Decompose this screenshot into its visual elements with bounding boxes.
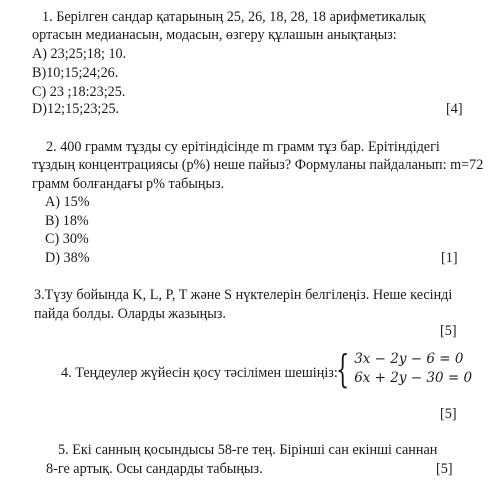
equation-list [354,350,472,388]
q1-line-2: ортасын медианасын, модасын, өзгеру құлашын анықтаңыз: [32,27,397,43]
q2-option-a: A) 15% [45,194,90,210]
q5-score: [5] [436,461,453,477]
q3-line-2: пайда болды. Оларды жазыңыз. [34,306,226,322]
q4-score: [5] [440,406,457,422]
q4-text: 4. Теңдеулер жүйесін қосу тәсілімен шешіңіз: [61,365,338,381]
q3-line-1: 3.Түзу бойында K, L, P, T және S нүктелерін белгілеңіз. Неше кесінді [34,287,453,303]
q3-score: [5] [440,323,457,339]
q2-option-d: D) 38% [45,250,90,266]
equation-2: 6x + 2y − 30 = 0 [354,370,473,386]
q2-line-3: грамм болғандағы p% табыңыз. [32,176,225,192]
q5-line-2: 8-ге артық. Осы сандарды табыңыз. [46,461,263,477]
equation-1: 3x − 2y − 6 = 0 [354,351,464,367]
q1-score: [4] [446,101,463,117]
q2-line-2: тұздың концентрациясы (p%) неше пайыз? Формуланы пайдаланып: m=72 [32,157,484,173]
q1-option-b: B)10;15;24;26. [32,65,119,81]
q1-line-1: 1. Берілген сандар қатарының 25, 26, 18, 28, 18 арифметикалық [42,9,426,25]
q1-option-c: C) 23 ;18:23;25. [32,84,126,100]
q2-score: [1] [441,250,458,266]
equation-system [336,349,472,389]
system-brace: { [336,347,350,391]
q2-option-c: C) 30% [45,231,89,247]
q2-option-b: B) 18% [45,213,89,229]
q1-option-d: D)12;15;23;25. [32,101,120,117]
q1-option-a: A) 23;25;18; 10. [32,46,127,62]
q5-line-1: 5. Екі санның қосындысы 58-ге тең. Бірінші сан екіншi саннан [58,442,438,458]
q2-line-1: 2. 400 грамм тұзды су ерітіндісінде m грамм тұз бар. Ерітіндідегі [46,139,440,155]
